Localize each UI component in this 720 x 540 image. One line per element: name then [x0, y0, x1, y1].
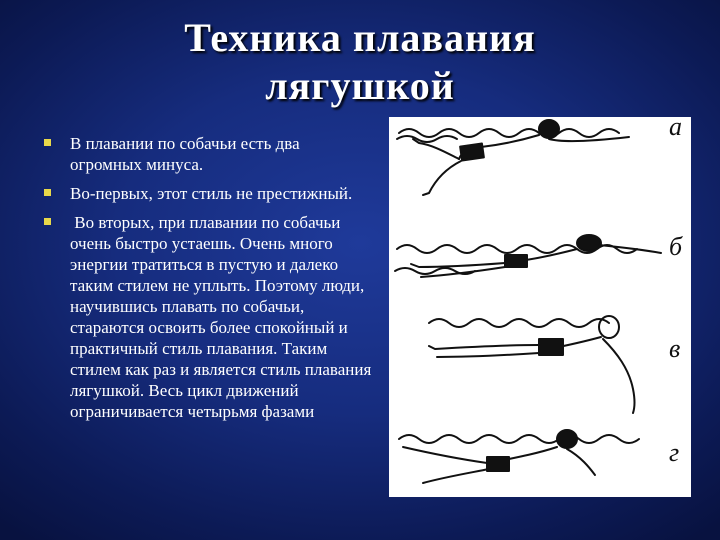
phase-a-swimmer: [397, 120, 629, 195]
phase-c-swimmer: [429, 316, 635, 413]
phase-d-swimmer: [399, 430, 639, 483]
slide-title-line-1: Техника плавания: [184, 15, 536, 60]
water-line: [399, 129, 619, 137]
slide-title: [0, 14, 720, 110]
phase-b-swimmer: [395, 235, 661, 277]
bullet-marker-icon: [44, 139, 51, 146]
bullet-item: [44, 212, 374, 422]
swimmer-drawings: [389, 117, 691, 497]
swimmer-leg: [423, 161, 461, 195]
swimmer-arm: [603, 339, 635, 413]
swimmer-trunks: [505, 255, 527, 267]
bullet-text: Во-первых, этот стиль не престижный.: [70, 184, 353, 203]
swimmer-leg: [429, 345, 539, 349]
slide-title-line-2: лягушкой: [265, 63, 455, 108]
swimmer-arm: [567, 449, 595, 475]
bullet-text: Во вторых, при плавании по собачьи очень быстро устаешь. Очень много энергии тратиться в пустую и далеко таким стилем не уплыть. Поэтому люди, научившись плавать по собачьи, стараются освоить более спокойный и практичный стиль плавания. Таким стилем как раз и является стиль плавания лягушкой. Весь цикл движений ограничивается четырьмя фазами: [70, 213, 376, 421]
swimmer-head: [557, 430, 577, 448]
swimmer-trunks: [539, 339, 563, 355]
swimmer-trunks: [460, 144, 484, 161]
swimmer-leg: [423, 469, 489, 483]
swimmer-leg: [411, 263, 505, 267]
bullet-item: [44, 133, 374, 175]
bullet-marker-icon: [44, 218, 51, 225]
water-line: [429, 319, 609, 327]
swimmer-leg: [437, 353, 539, 357]
swimming-phases-illustration: [389, 117, 691, 497]
phase-label-d: г: [669, 438, 680, 467]
phase-label-b: б: [669, 232, 683, 261]
bullet-text: В плавании по собачьи есть два огромных минуса.: [70, 134, 300, 174]
bullet-item: [44, 183, 374, 204]
bullet-list: [44, 133, 374, 430]
swimmer-head: [577, 235, 601, 251]
swimmer-head: [539, 120, 559, 138]
swimmer-leg: [403, 447, 487, 463]
bullet-marker-icon: [44, 189, 51, 196]
swimmer-head: [599, 316, 619, 338]
water-line: [399, 435, 639, 443]
swimmer-trunks: [487, 457, 509, 471]
phase-label-c: в: [669, 334, 681, 363]
phase-label-a: а: [669, 117, 682, 141]
swimmer-leg: [413, 139, 459, 159]
